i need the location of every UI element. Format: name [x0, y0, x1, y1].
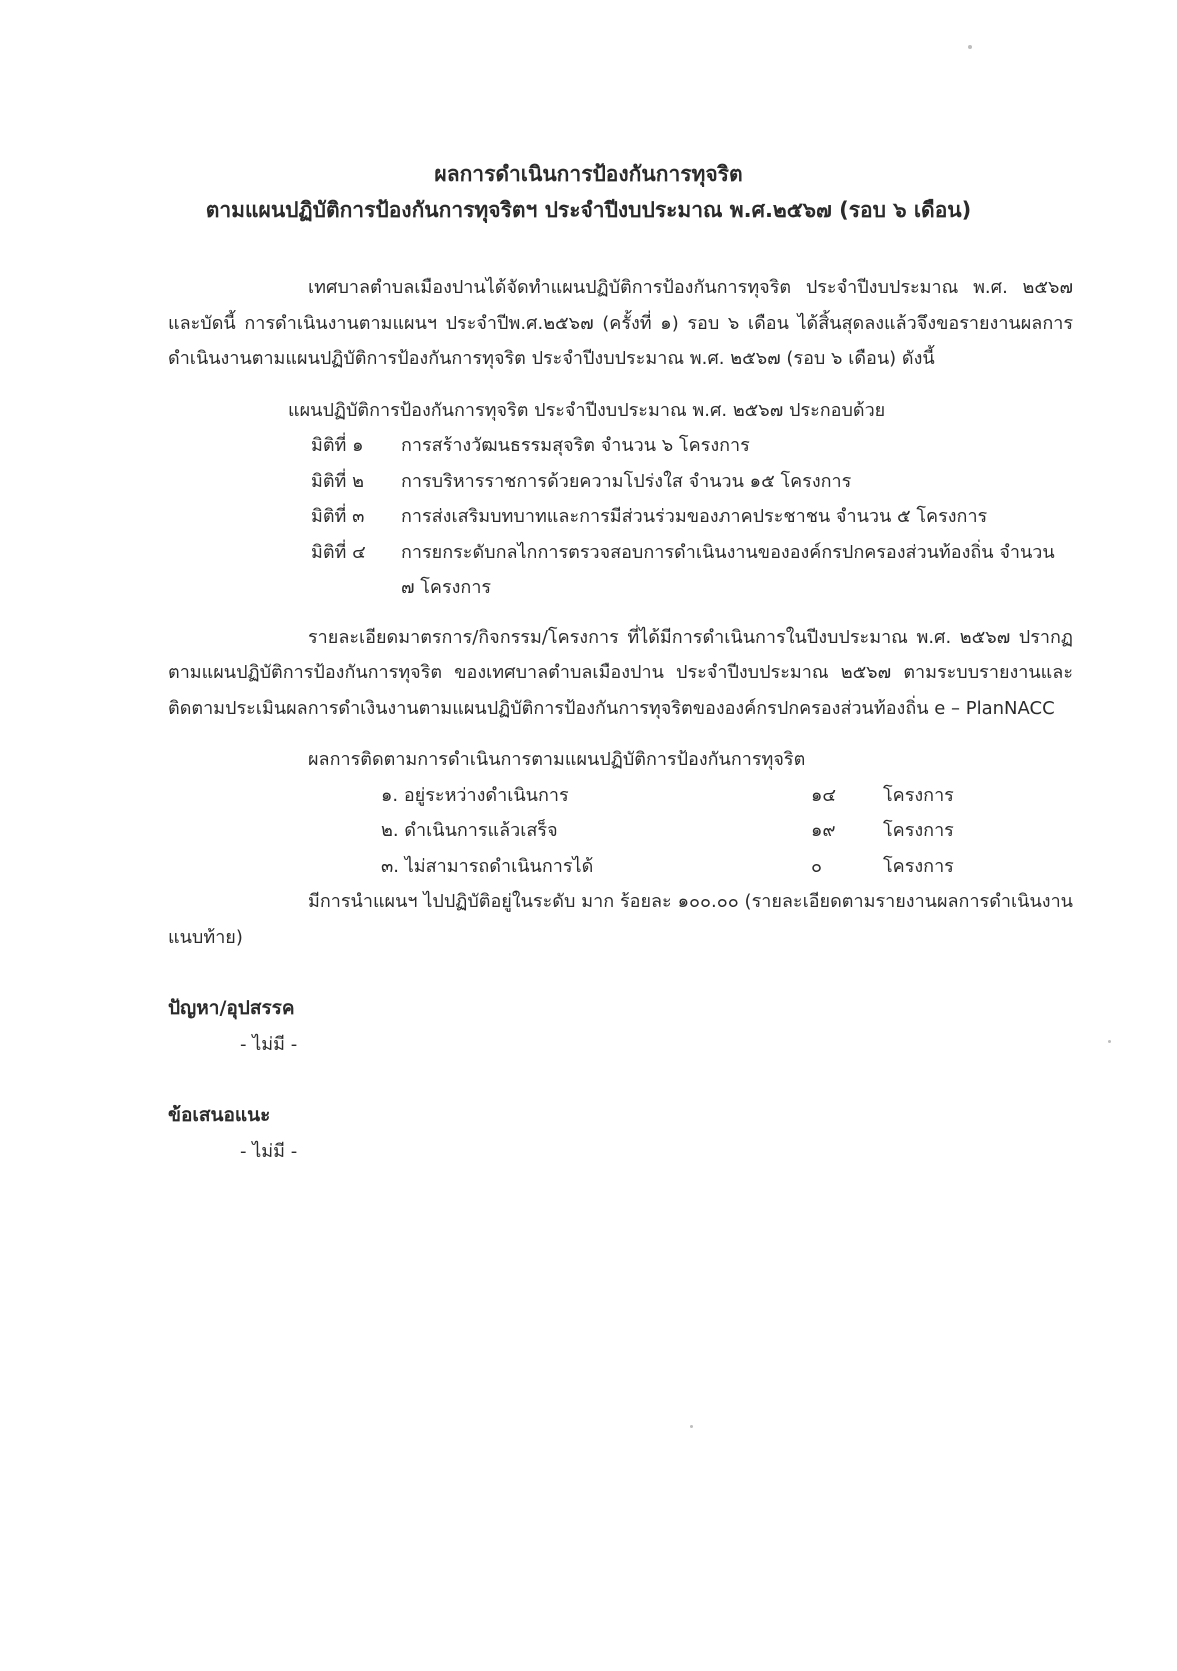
dimension-text: การบริหารราชการด้วยความโปร่งใส จำนวน ๑๕ โครงการ: [401, 470, 852, 492]
detail-paragraph: รายละเอียดมาตรการ/กิจกรรม/โครงการ ที่ได้มีการดำเนินการในปีงบประมาณ พ.ศ. ๒๕๖๗ ปรากฏตามแผนปฏิบัติการป้องกันการทุจริต ของเทศบาลตำบลเมืองปาน ประจำปีงบประมาณ ๒๕๖๗ ตามระบบรายงานและติดตามประเมินผลการดำเงินงานตามแผนปฏิบัติการป้องกันการทุจริตขององค์กรปกครองส่วนท้องถิ่น e – PlanNACC: [168, 626, 1073, 719]
status-count: ๐: [811, 855, 822, 877]
problems-heading: ปัญหา/อุปสรรค: [168, 997, 295, 1019]
dimension-item: [311, 535, 1073, 606]
title-line-2: ตามแผนปฏิบัติการป้องกันการทุจริตฯ ประจำปีงบประมาณ พ.ศ.๒๕๖๗ (รอบ ๖ เดือน): [205, 198, 972, 222]
status-label: ๒. ดำเนินการแล้วเสร็จ: [381, 820, 558, 841]
dimension-list: [168, 428, 1073, 606]
status-label: ๓. ไม่สามารถดำเนินการได้: [381, 855, 594, 877]
followup-status-list: [168, 778, 1073, 885]
status-row: [381, 813, 1073, 849]
scan-speck: [1108, 1040, 1111, 1043]
status-unit: โครงการ: [883, 820, 954, 841]
problems-section: [168, 991, 1073, 1062]
dimension-label: มิติที่ ๓: [311, 506, 365, 527]
status-row: [381, 778, 1073, 814]
dimension-item: [311, 428, 1073, 464]
dimension-text: การส่งเสริมบทบาทและการมีส่วนร่วมของภาคประชาชน จำนวน ๕ โครงการ: [401, 506, 988, 527]
status-label: ๑. อยู่ระหว่างดำเนินการ: [381, 784, 569, 806]
dimension-text: การสร้างวัฒนธรรมสุจริต จำนวน ๖ โครงการ: [401, 435, 750, 456]
status-count: ๑๙: [811, 820, 836, 841]
status-row: [381, 849, 1073, 885]
plan-heading: แผนปฏิบัติการป้องกันการทุจริต ประจำปีงบประมาณ พ.ศ. ๒๕๖๗ ประกอบด้วย: [288, 399, 886, 421]
suggestions-value: - ไม่มี -: [240, 1140, 298, 1162]
document-title: [0, 156, 1177, 228]
suggestions-section: [168, 1098, 1073, 1169]
result-paragraph: มีการนำแผนฯ ไปปฏิบัติอยู่ในระดับ มาก ร้อยละ ๑๐๐.๐๐ (รายละเอียดตามรายงานผลการดำเนินงานแนบท้าย): [168, 891, 1073, 948]
scan-speck: [690, 1425, 693, 1428]
dimension-text: การยกระดับกลไกการตรวจสอบการดำเนินงานขององค์กรปกครองส่วนท้องถิ่น จำนวน ๗ โครงการ: [401, 541, 1055, 598]
intro-paragraph: เทศบาลตำบลเมืองปานได้จัดทำแผนปฏิบัติการป้องกันการทุจริต ประจำปีงบประมาณ พ.ศ. ๒๕๖๗ และบัดนี้ การดำเนินงานตามแผนฯ ประจำปีพ.ศ.๒๕๖๗ (ครั้งที่ ๑) รอบ ๖ เดือน ได้สิ้นสุดลงแล้วจึงขอรายงานผลการดำเนินงานตามแผนปฏิบัติการป้องกันการทุจริต ประจำปีงบประมาณ พ.ศ. ๒๕๖๗ (รอบ ๖ เดือน) ดังนี้: [168, 277, 1073, 369]
followup-heading: ผลการติดตามการดำเนินการตามแผนปฏิบัติการป้องกันการทุจริต: [308, 749, 806, 770]
dimension-item: [311, 499, 1073, 535]
dimension-label: มิติที่ ๒: [311, 470, 365, 492]
title-line-1: ผลการดำเนินการป้องกันการทุจริต: [434, 162, 743, 186]
dimension-item: [311, 464, 1073, 500]
scan-speck: [968, 45, 972, 49]
status-count: ๑๔: [811, 784, 837, 806]
dimension-label: มิติที่ ๔: [311, 541, 366, 563]
document-body: [168, 270, 1073, 1169]
suggestions-heading: ข้อเสนอแนะ: [168, 1104, 271, 1126]
status-unit: โครงการ: [883, 855, 954, 877]
problems-value: - ไม่มี -: [240, 1033, 298, 1055]
status-unit: โครงการ: [883, 784, 954, 806]
dimension-label: มิติที่ ๑: [311, 435, 364, 456]
